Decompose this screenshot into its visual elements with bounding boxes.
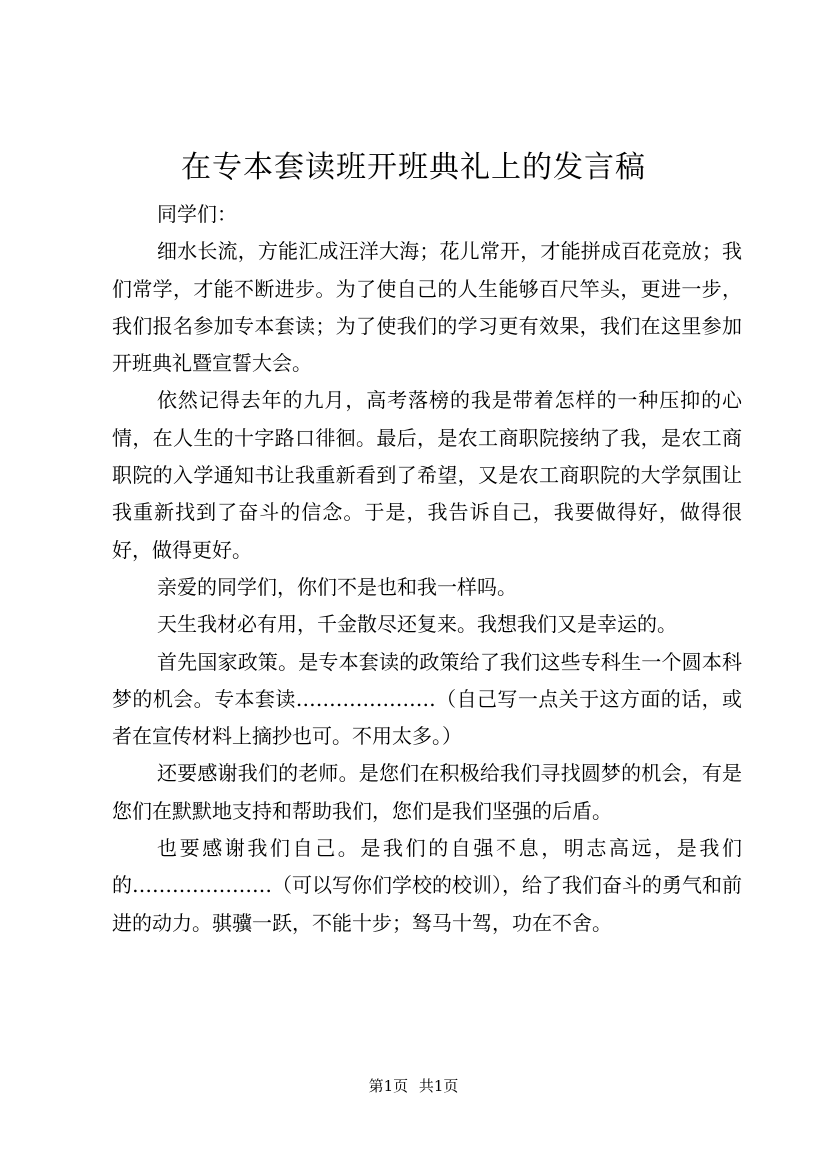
paragraph-3: 亲爱的同学们，你们不是也和我一样吗。: [157, 574, 517, 599]
paragraph-6: 还要感谢我们的老师。是您们在积极给我们寻找圆梦的机会，有是您们在默默地支持和帮助我们，您们是我们坚强的后盾。: [112, 761, 742, 823]
paragraph-2: 依然记得去年的九月，高考落榜的我是带着怎样的一种压抑的心情，在人生的十字路口徘徊。最后，是农工商职院接纳了我，是农工商职院的入学通知书让我重新看到了希望，又是农工商职院的大学氛围让我重新找到了奋斗的信念。于是，我告诉自己，我要做得好，做得很好，做得更好。: [112, 388, 742, 562]
page-number: 第1页: [368, 1077, 409, 1095]
page-total: 共1页: [418, 1077, 459, 1095]
paragraph-5: 首先国家政策。是专本套读的政策给了我们这些专科生一个圆本科梦的机会。专本套读…………………（自己写一点关于这方面的话，或者在宣传材料上摘抄也可。不用太多。）: [112, 649, 742, 749]
paragraph-4: 天生我材必有用，千金散尽还复来。我想我们又是幸运的。: [157, 612, 677, 637]
paragraph-1: 细水长流，方能汇成汪洋大海；花儿常开，才能拼成百花竞放；我们常学，才能不断进步。为了使自己的人生能够百尺竿头，更进一步，我们报名参加专本套读；为了使我们的学习更有效果，我们在这里参加开班典礼暨宣誓大会。: [112, 239, 742, 376]
paragraph-salutation: 同学们：: [157, 202, 237, 226]
document-body: [112, 196, 742, 942]
page-footer: [0, 1076, 827, 1096]
paragraph-7: 也要感谢我们自己。是我们的自强不息，明志高远，是我们的…………………（可以写你们学校的校训），给了我们奋斗的勇气和前进的动力。骐骥一跃，不能十步；驽马十驾，功在不舍。: [112, 836, 742, 935]
document-title: 在专本套读班开班典礼上的发言稿: [181, 150, 646, 185]
